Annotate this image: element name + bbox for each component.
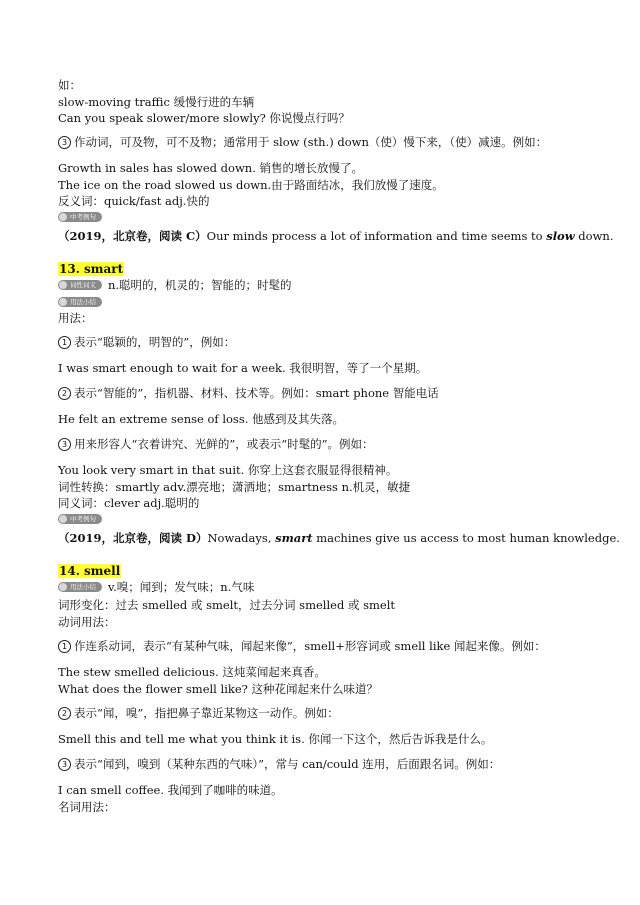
usage-summary-tag: 用法小结 <box>58 582 102 592</box>
text-line: 作动词，可及物，可不及物；通常用于 slow (sth.) down（使）慢下来，（使）减速。例如： <box>74 135 548 149</box>
text-line: 如： <box>58 78 81 92</box>
circled-number: 2 <box>58 387 71 400</box>
exam-text-end: machines give us access to most human knowledge. <box>312 531 620 545</box>
exam-text: Nowadays, <box>207 531 276 545</box>
text-line: 动词用法： <box>58 615 116 629</box>
text-line: Can you speak slower/more slowly? 你说慢点行吗？ <box>58 111 350 125</box>
text-line: What does the flower smell like? 这种花闻起来什么味道？ <box>58 682 378 696</box>
text-line: 名词用法： <box>58 800 116 814</box>
text-line: 词形变化：过去 smelled 或 smelt，过去分词 smelled 或 smelt <box>58 598 396 612</box>
circled-number: 2 <box>58 707 71 720</box>
text-line: 反义词：quick/fast adj.快的 <box>58 194 210 208</box>
text-line: 作连系动词，表示“有某种气味，闻起来像”，smell+形容词或 smell like 闻起来像。例如： <box>74 639 546 653</box>
pos-tag: 词性词义 <box>58 280 102 290</box>
text-line: 用来形容人“衣着讲究、光鲜的”，或表示“时髦的”。例如： <box>74 437 374 451</box>
exam-example-tag: 中考例句 <box>58 514 102 524</box>
usage-point <box>58 134 547 150</box>
exam-source: （2019，北京卷，阅读 D） <box>58 531 208 545</box>
text-line: Growth in sales has slowed down. 销售的增长放慢了。 <box>58 161 364 175</box>
exam-example-line <box>58 530 620 546</box>
usage-point <box>58 756 500 772</box>
text-line: 用法： <box>58 311 93 325</box>
text-line: v.嗅；闻到；发气味；n.气味 <box>108 580 255 594</box>
text-line: 表示“闻，嗅”，指把鼻子靠近某物这一动作。例如： <box>74 706 339 720</box>
text-line: 词性转换：smartly adv.漂亮地；潇洒地；smartness n.机灵，敏捷 <box>58 480 411 494</box>
exam-text-end: down. <box>574 229 614 243</box>
circled-number: 3 <box>58 438 71 451</box>
text-line: 表示“智能的”，指机器、材料、技术等。例如：smart phone 智能电话 <box>74 386 439 400</box>
text-line: n.聪明的，机灵的；智能的；时髦的 <box>108 278 292 292</box>
entry-heading-13: 13. smart <box>59 262 124 276</box>
usage-point <box>58 385 439 401</box>
usage-point <box>58 436 374 452</box>
keyword: slow <box>546 229 575 243</box>
pos-line <box>58 579 254 595</box>
text-line: You look very smart in that suit. 你穿上这套衣服显得很精神。 <box>58 463 398 477</box>
entry-heading-14: 14. smell <box>59 564 121 578</box>
usage-point <box>58 638 546 654</box>
usage-point <box>58 334 235 350</box>
exam-example-line <box>58 228 614 244</box>
text-line: 表示“聪颖的，明智的”，例如： <box>74 335 236 349</box>
text-line: The stew smelled delicious. 这炖菜闻起来真香。 <box>58 665 326 679</box>
circled-number: 1 <box>58 336 71 349</box>
exam-example-tag: 中考例句 <box>58 212 102 222</box>
circled-number: 1 <box>58 640 71 653</box>
exam-source: （2019，北京卷，阅读 C） <box>58 229 207 243</box>
usage-summary-tag: 用法小结 <box>58 297 102 307</box>
pos-line <box>58 277 292 293</box>
text-line: 表示“闻到，嗅到（某种东西的气味）”，常与 can/could 连用，后面跟名词。例如： <box>74 757 501 771</box>
text-line: I was smart enough to wait for a week. 我很明智，等了一个星期。 <box>58 361 428 375</box>
text-line: He felt an extreme sense of loss. 他感到及其失落。 <box>58 412 345 426</box>
text-line: 同义词：clever adj.聪明的 <box>58 496 200 510</box>
text-line: Smell this and tell me what you think it is. 你闻一下这个，然后告诉我是什么。 <box>58 732 493 746</box>
text-line: slow-moving traffic 缓慢行进的车辆 <box>58 95 255 109</box>
circled-number: 3 <box>58 136 71 149</box>
text-line: I can smell coffee. 我闻到了咖啡的味道。 <box>58 783 283 797</box>
exam-text: Our minds process a lot of information and time seems to <box>206 229 547 243</box>
usage-point <box>58 705 339 721</box>
keyword: smart <box>275 531 313 545</box>
text-line: The ice on the road slowed us down.由于路面结冰，我们放慢了速度。 <box>58 178 444 192</box>
circled-number: 3 <box>58 758 71 771</box>
